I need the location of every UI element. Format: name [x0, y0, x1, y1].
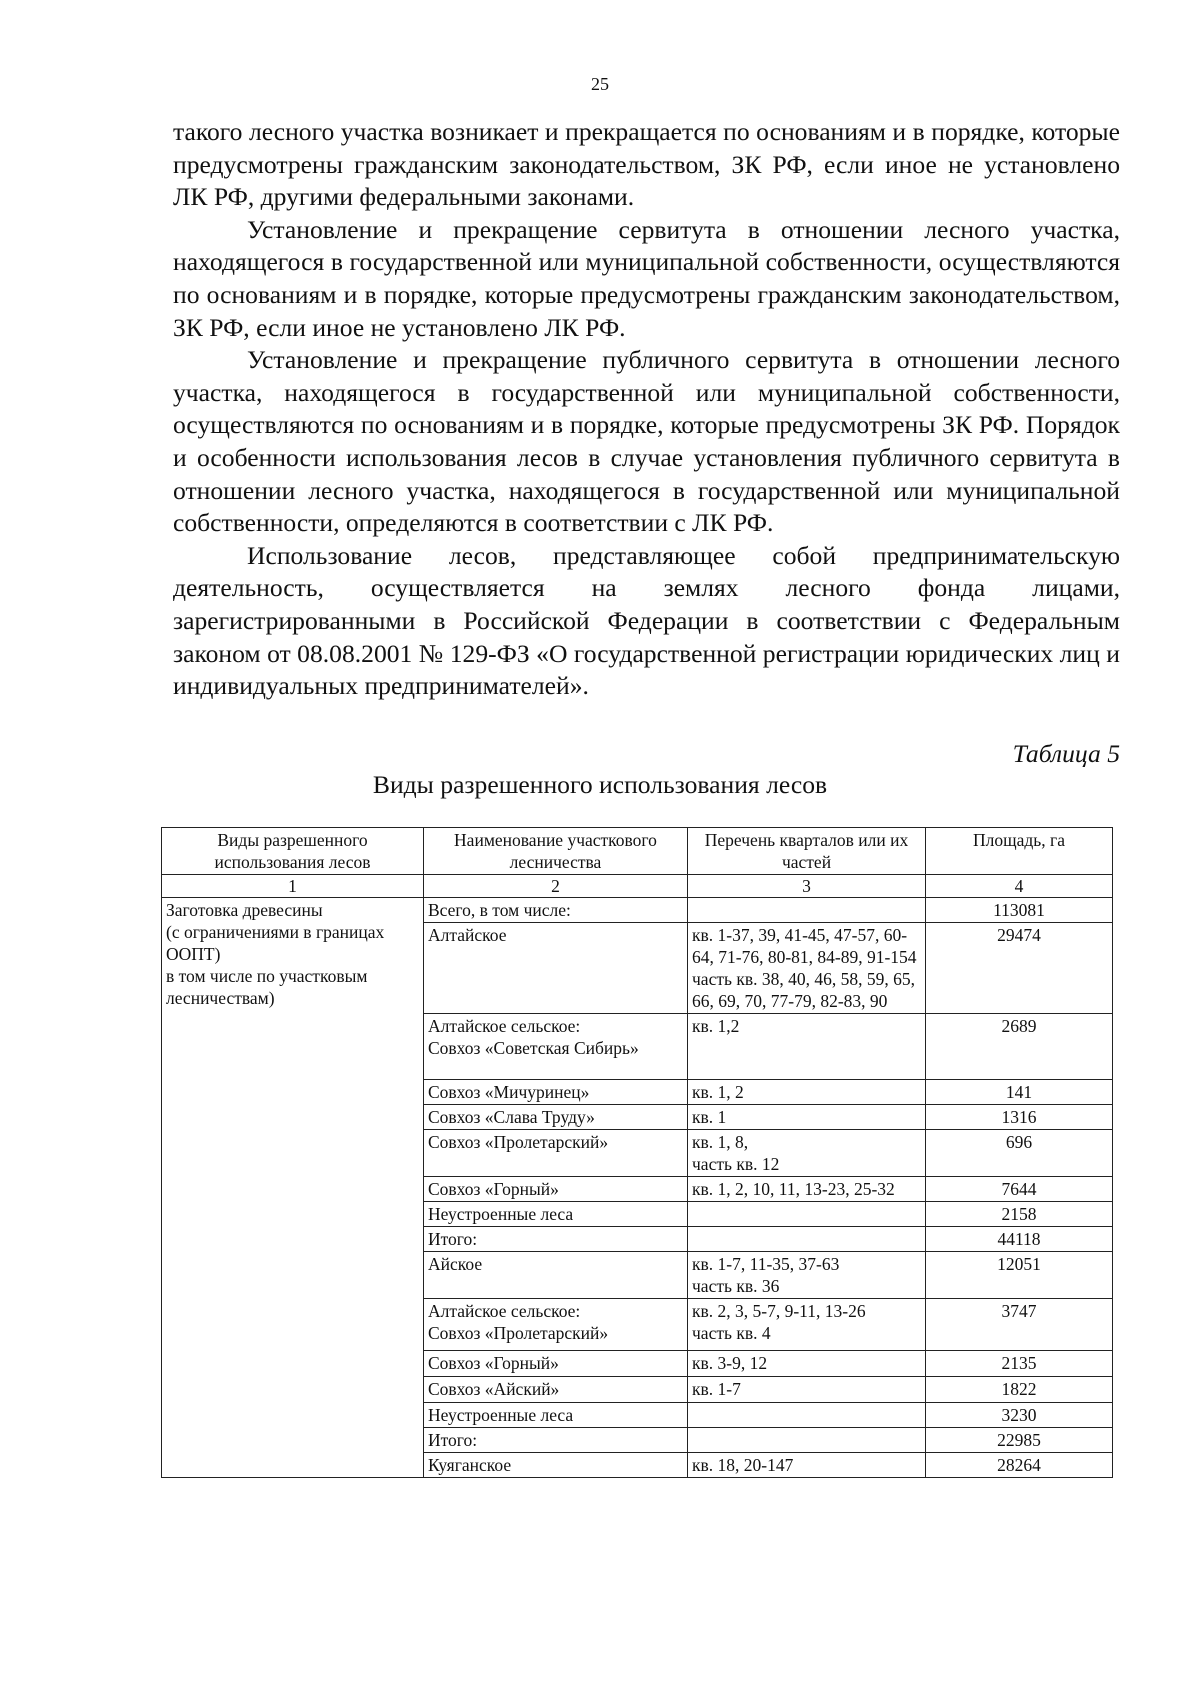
quarters: кв. 2, 3, 5-7, 9-11, 13-26 часть кв. 4	[688, 1299, 926, 1351]
forestry-name: Айское	[424, 1252, 688, 1299]
forestry-name: Алтайское	[424, 923, 688, 1014]
area-value: 2689	[926, 1014, 1113, 1080]
forestry-name: Совхоз «Горный»	[424, 1351, 688, 1377]
area-value: 1822	[926, 1377, 1113, 1403]
column-header: Виды разрешенного использования лесов	[162, 828, 424, 875]
quarters: кв. 1, 8, часть кв. 12	[688, 1130, 926, 1177]
forestry-name: Алтайское сельское: Совхоз «Пролетарский»	[424, 1299, 688, 1351]
area-value: 3230	[926, 1403, 1113, 1428]
quarters: кв. 1,2	[688, 1014, 926, 1080]
column-header: Площадь, га	[926, 828, 1113, 875]
table-caption: Таблица 5	[1012, 739, 1120, 768]
area-value: 141	[926, 1080, 1113, 1105]
area-value: 44118	[926, 1227, 1113, 1252]
area-value: 113081	[926, 898, 1113, 923]
paragraph: Использование лесов, представляющее собой предпринимательскую деятельность, осуществляется на землях лесного фонда лицами, зарегистрированными в Российской Федерации в соответствии с Федеральным законом от 08.08.2001 № 129-ФЗ «О государственной регистрации юридических лиц и индивидуальных предпринимателей».	[173, 540, 1120, 701]
quarters	[688, 1227, 926, 1252]
forestry-name: Совхоз «Мичуринец»	[424, 1080, 688, 1105]
table-row	[162, 898, 1113, 923]
column-header: Наименование участкового лесничества	[424, 828, 688, 875]
forestry-name: Алтайское сельское: Совхоз «Советская Сибирь»	[424, 1014, 688, 1080]
quarters: кв. 1	[688, 1105, 926, 1130]
forestry-name: Совхоз «Пролетарский»	[424, 1130, 688, 1177]
quarters: кв. 3-9, 12	[688, 1351, 926, 1377]
area-value: 29474	[926, 923, 1113, 1014]
column-number: 1	[162, 875, 424, 898]
quarters	[688, 1202, 926, 1227]
forestry-name: Совхоз «Горный»	[424, 1177, 688, 1202]
column-header: Перечень кварталов или их частей	[688, 828, 926, 875]
quarters: кв. 1, 2, 10, 11, 13-23, 25-32	[688, 1177, 926, 1202]
quarters	[688, 1428, 926, 1453]
quarters: кв. 1-7, 11-35, 37-63 часть кв. 36	[688, 1252, 926, 1299]
forestry-name: Совхоз «Айский»	[424, 1377, 688, 1403]
quarters: кв. 1, 2	[688, 1080, 926, 1105]
area-value: 2158	[926, 1202, 1113, 1227]
area-value: 2135	[926, 1351, 1113, 1377]
column-number: 2	[424, 875, 688, 898]
area-value: 1316	[926, 1105, 1113, 1130]
area-value: 7644	[926, 1177, 1113, 1202]
quarters: кв. 1-7	[688, 1377, 926, 1403]
area-value: 12051	[926, 1252, 1113, 1299]
forestry-name: Куяганское	[424, 1453, 688, 1478]
body-text	[173, 116, 1120, 703]
forestry-name: Неустроенные леса	[424, 1403, 688, 1428]
quarters	[688, 898, 926, 923]
area-value: 696	[926, 1130, 1113, 1177]
paragraph: Установление и прекращение сервитута в отношении лесного участка, находящегося в государственной или муниципальной собственности, осуществляются по основаниям и в порядке, которые предусмотрены гражданским законодательством, ЗК РФ, если иное не установлено ЛК РФ.	[173, 214, 1120, 342]
forestry-name: Всего, в том числе:	[424, 898, 688, 923]
page-number: 25	[591, 74, 609, 94]
forestry-name: Совхоз «Слава Труду»	[424, 1105, 688, 1130]
paragraph: Установление и прекращение публичного сервитута в отношении лесного участка, находящегося в государственной или муниципальной собственности, осуществляются по основаниям и в порядке, которые предусмотрены ЗК РФ. Порядок и особенности использования лесов в случае установления публичного сервитута в отношении лесного участка, находящегося в государственной или муниципальной собственности, определяются в соответствии с ЛК РФ.	[173, 345, 1120, 538]
forestry-name: Неустроенные леса	[424, 1202, 688, 1227]
forest-use-table	[161, 827, 1113, 1478]
column-number: 4	[926, 875, 1113, 898]
paragraph: такого лесного участка возникает и прекращается по основаниям и в порядке, которые предусмотрены гражданским законодательством, ЗК РФ, если иное не установлено ЛК РФ, другими федеральными законами.	[173, 117, 1120, 212]
table-header-row	[162, 828, 1113, 875]
area-value: 3747	[926, 1299, 1113, 1351]
area-value: 22985	[926, 1428, 1113, 1453]
quarters	[688, 1403, 926, 1428]
quarters: кв. 1-37, 39, 41-45, 47-57, 60-64, 71-76, 80-81, 84-89, 91-154 часть кв. 38, 40, 46, 58, 59, 65, 66, 69, 70, 77-79, 82-83, 90	[688, 923, 926, 1014]
table-title: Виды разрешенного использования лесов	[372, 770, 828, 799]
forestry-name: Итого:	[424, 1428, 688, 1453]
use-kind-cell: Заготовка древесины (с ограничениями в границах ООПТ) в том числе по участковым лесничествам)	[162, 898, 424, 1478]
column-number: 3	[688, 875, 926, 898]
area-value: 28264	[926, 1453, 1113, 1478]
column-number-row	[162, 875, 1113, 898]
quarters: кв. 18, 20-147	[688, 1453, 926, 1478]
forestry-name: Итого:	[424, 1227, 688, 1252]
